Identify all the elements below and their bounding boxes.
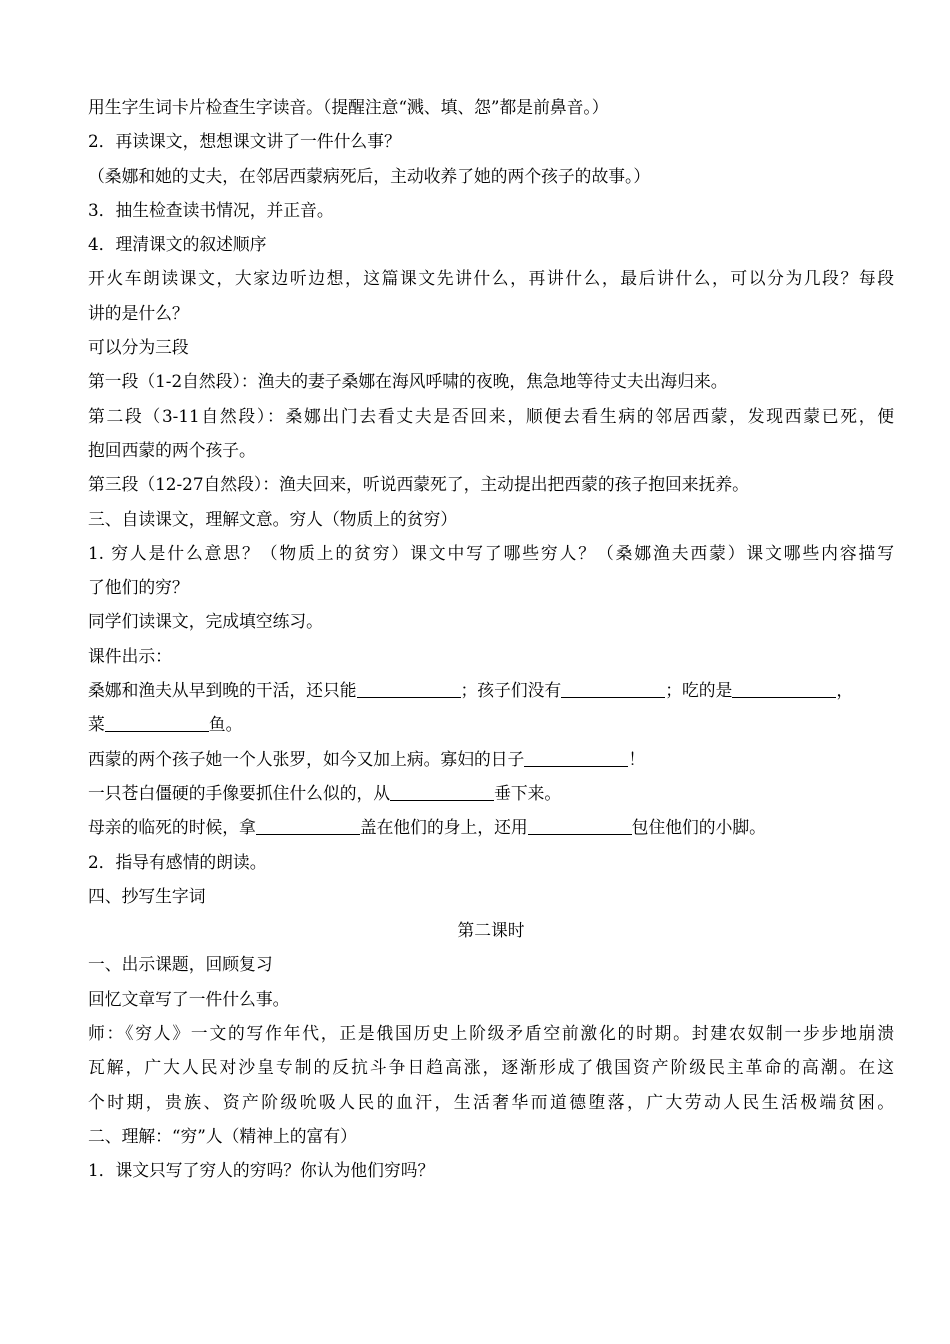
section-heading: 四、抄写生字词 <box>88 885 206 906</box>
paragraph-line: 回忆文章写了一件什么事。 <box>88 988 290 1009</box>
step-heading: 1．课文只写了穷人的穷吗？你认为他们穷吗？ <box>88 1160 435 1181</box>
paragraph-line: 课件出示： <box>88 645 172 666</box>
paragraph-line: 瓦解，广大人民对沙皇专制的反抗斗争日趋高涨，逐渐形成了俄国资产阶级民主革命的高潮。在这 <box>88 1057 894 1078</box>
fill-blank-line <box>88 776 894 810</box>
step-heading: 3．抽生检查读书情况，并正音。 <box>88 199 334 220</box>
paragraph-line: 个时期，贵族、资产阶级吮吸人民的血汗，生活奢华而道德堕落，广大劳动人民生活极端贫困。 <box>88 1091 894 1112</box>
fill-blank <box>256 816 360 835</box>
fill-blank-text: 包住他们的小脚。 <box>631 817 766 838</box>
paragraph-line: 讲的是什么？ <box>88 302 189 323</box>
document-page <box>88 90 894 1188</box>
fill-blank <box>524 748 628 767</box>
fill-blank-text: ；孩子们没有 <box>460 680 562 701</box>
fill-blank <box>561 679 665 698</box>
fill-blank-text: 一只苍白僵硬的手像要抓住什么似的，从 <box>88 782 391 803</box>
fill-blank-text: ；吃的是 <box>665 680 733 701</box>
paragraph-line: 同学们读课文，完成填空练习。 <box>88 611 323 632</box>
fill-blank-text: ， <box>836 680 854 701</box>
paragraph-line: 用生字生词卡片检查生字读音。（提醒注意“溅、填、怨”都是前鼻音。） <box>88 97 609 117</box>
step-heading: 4．理清课文的叙述顺序 <box>88 234 267 255</box>
step-heading: 2．再读课文，想想课文讲了一件什么事？ <box>88 131 401 152</box>
fill-blank <box>390 782 494 801</box>
fill-blank-text: 垂下来。 <box>494 782 562 803</box>
fill-blank-text: 母亲的临死的时候，拿 <box>88 817 256 838</box>
fill-blank-text: ！ <box>628 748 646 769</box>
paragraph-line: 第二段（3-11自然段）：桑娜出门去看丈夫是否回来，顺便去看生病的邻居西蒙，发现西蒙已死，便 <box>88 405 894 426</box>
fill-blank-line <box>88 742 894 776</box>
fill-blank-text: 鱼。 <box>208 714 243 735</box>
paragraph-line: 第一段（1-2自然段）：渔夫的妻子桑娜在海风呼啸的夜晚，焦急地等待丈夫出海归来。 <box>88 371 728 392</box>
lesson-title: 第二课时 <box>457 920 525 941</box>
paragraph-line: 抱回西蒙的两个孩子。 <box>88 439 256 460</box>
fill-blank <box>105 713 209 732</box>
fill-blank-text: 菜 <box>88 714 105 735</box>
fill-blank <box>357 679 461 698</box>
fill-blank-line <box>88 810 894 844</box>
step-heading: 2．指导有感情的朗读。 <box>88 851 267 872</box>
fill-blank-line <box>88 707 894 741</box>
paragraph-line: 可以分为三段 <box>88 337 189 358</box>
section-heading: 三、自读课文，理解文意。穷人（物质上的贫穷） <box>88 508 458 529</box>
paragraph-line: 第三段（12-27自然段）：渔夫回来，听说西蒙死了，主动提出把西蒙的孩子抱回来抚养。 <box>88 474 749 495</box>
paragraph-line: 了他们的穷？ <box>88 577 189 598</box>
paragraph-line: 1. 穷人是什么意思？（物质上的贫穷）课文中写了哪些穷人？（桑娜渔夫西蒙）课文哪些内容描写 <box>88 542 894 563</box>
section-heading: 一、出示课题，回顾复习 <box>88 954 273 975</box>
section-heading: 二、理解：“穷”人（精神上的富有） <box>88 1125 357 1146</box>
paragraph-line: 开火车朗读课文，大家边听边想，这篇课文先讲什么，再讲什么，最后讲什么，可以分为几段？每段 <box>88 268 894 289</box>
fill-blank-text: 桑娜和渔夫从早到晚的干活，还只能 <box>88 680 357 701</box>
fill-blank-text: 盖在他们的身上，还用 <box>359 817 528 838</box>
fill-blank <box>528 816 632 835</box>
paragraph-line: 师：《穷人》一文的写作年代，正是俄国历史上阶级矛盾空前激化的时期。封建农奴制一步步地崩溃 <box>88 1023 894 1044</box>
fill-blank <box>732 679 836 698</box>
fill-blank-text: 西蒙的两个孩子她一个人张罗，如今又加上病。寡妇的日子 <box>88 748 525 769</box>
fill-blank-line <box>88 673 894 707</box>
paragraph-line: （桑娜和她的丈夫，在邻居西蒙病死后，主动收养了她的两个孩子的故事。） <box>88 165 651 186</box>
